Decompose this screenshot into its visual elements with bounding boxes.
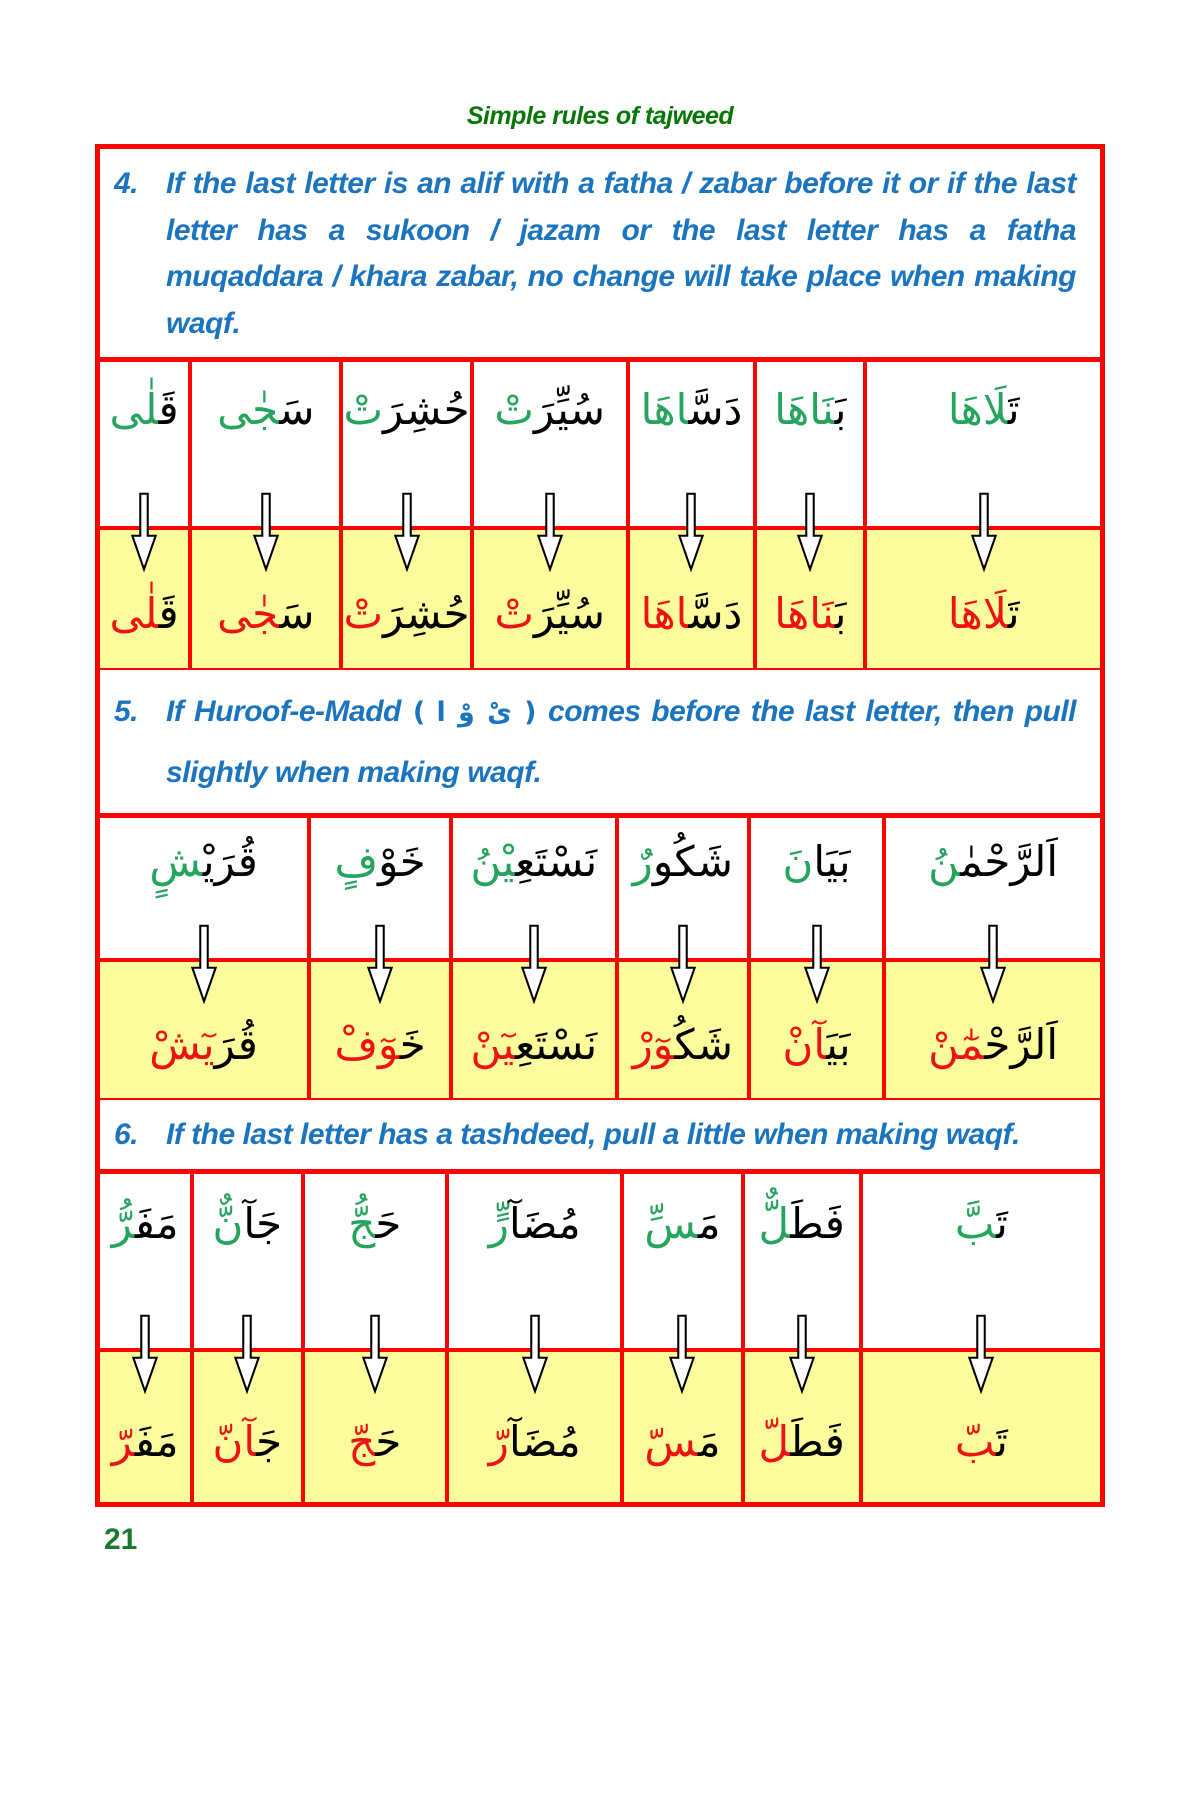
rule-6-paragraph	[166, 1112, 1076, 1159]
word-segment-red: يٓشْ	[149, 1020, 215, 1070]
word-segment-black: قُرَ	[214, 1020, 258, 1070]
rule-4-number: 4.	[114, 167, 139, 200]
word-segment-red: مٰٓنْ	[928, 1020, 985, 1070]
word-segment-black: مَفَ	[134, 1198, 179, 1248]
arabic-word-after	[644, 1406, 720, 1477]
word-segment-black: بَ	[834, 385, 847, 434]
arabic-word-before	[110, 374, 179, 445]
word-segment-red: آنّ	[212, 1416, 257, 1466]
arabic-word-after	[489, 1406, 581, 1477]
rule-5-text-pre: If Huroof-e-Madd	[166, 695, 401, 728]
down-arrow-icon	[361, 1314, 389, 1394]
example-before-cell	[757, 362, 863, 526]
arabic-word-after	[110, 578, 179, 649]
arabic-word-after	[948, 578, 1020, 649]
arabic-word-before	[948, 374, 1020, 445]
arabic-word-after	[112, 1406, 179, 1477]
word-segment-green: رٌ	[632, 837, 653, 887]
word-segment-black: دَسَّ	[688, 385, 743, 434]
word-segment-black: مُضَآ	[508, 1198, 581, 1248]
word-segment-green: جٰى	[217, 385, 280, 434]
word-segment-green: لٌّ	[758, 1198, 791, 1248]
example-before-cell	[474, 362, 626, 526]
down-arrow-icon	[677, 492, 705, 572]
word-segment-red: لّ	[758, 1416, 791, 1466]
word-segment-red: تْ	[494, 589, 534, 639]
word-segment-red: بّ	[954, 1416, 997, 1466]
arabic-word-after	[348, 1406, 401, 1477]
example-before-cell	[745, 1174, 859, 1348]
word-segment-black: سَ	[279, 589, 315, 639]
word-segment-red: سّ	[644, 1416, 698, 1466]
example-before-cell	[751, 818, 882, 958]
arabic-word-after	[494, 578, 605, 649]
down-arrow-icon	[669, 924, 697, 1004]
rule-5-paragraph	[166, 682, 1076, 803]
example-before-cell	[624, 1174, 740, 1348]
down-arrow-icon	[520, 924, 548, 1004]
arabic-word-before	[641, 374, 743, 445]
down-arrow-icon	[252, 492, 280, 572]
word-segment-red: وٓرْ	[632, 1020, 675, 1070]
arabic-word-before	[633, 826, 733, 897]
rule-4-paragraph	[166, 161, 1076, 347]
word-segment-black: فَطَ	[790, 1416, 845, 1466]
word-segment-green: بَّ	[954, 1198, 997, 1248]
word-segment-black: حُشِرَ	[382, 589, 470, 639]
arabic-word-before	[494, 374, 605, 445]
rule-6-text-pre: If the last letter has a tashdeed, pull a little when making waqf.	[166, 1118, 1020, 1152]
word-segment-black: قَ	[158, 589, 179, 639]
word-segment-black: تَ	[1007, 385, 1020, 434]
rule-6-text	[100, 1098, 1100, 1174]
arabic-word-before	[213, 1188, 283, 1259]
example-before-cell	[100, 362, 188, 526]
word-segment-green: يْنُ	[470, 837, 516, 887]
word-segment-black: مُضَآ	[508, 1416, 581, 1466]
down-arrow-icon	[979, 924, 1007, 1004]
example-before-cell	[449, 1174, 620, 1348]
rule-5-text-post: comes before the last letter, then pull slightly when making waqf.	[166, 695, 1076, 789]
arabic-word-after	[149, 1009, 258, 1080]
arabic-word-before	[343, 374, 469, 445]
word-segment-green: فٍ	[334, 837, 379, 887]
word-segment-black: قَ	[158, 385, 179, 434]
word-segment-black: بَ	[834, 589, 847, 639]
word-segment-black: تَ	[996, 1416, 1008, 1466]
arabic-word-before	[774, 374, 846, 445]
word-segment-black: مَ	[697, 1416, 721, 1466]
example-before-cell	[192, 362, 339, 526]
down-arrow-icon	[788, 1314, 816, 1394]
word-segment-red: جّ	[348, 1416, 376, 1466]
arabic-word-after	[641, 578, 743, 649]
example-before-cell	[343, 362, 469, 526]
word-segment-red: نَاهَا	[774, 589, 835, 639]
word-segment-green: نٌّ	[212, 1198, 244, 1248]
word-segment-green: جُّ	[348, 1198, 376, 1248]
down-arrow-icon	[803, 924, 831, 1004]
word-segment-black: سُيِّرَ	[533, 385, 605, 434]
word-segment-red: اهَا	[640, 589, 689, 639]
arabic-word-after	[774, 578, 846, 649]
rule-5-section	[100, 668, 1100, 1098]
arabic-word-before	[758, 1188, 844, 1259]
example-before-cell	[630, 362, 753, 526]
arabic-word-after	[213, 1406, 283, 1477]
arabic-word-after	[633, 1009, 733, 1080]
word-segment-black: مَ	[697, 1198, 721, 1248]
page-number: 21	[104, 1522, 138, 1556]
word-segment-black: حَ	[375, 1198, 402, 1248]
example-before-cell	[886, 818, 1100, 958]
word-segment-black: خَ	[399, 1020, 426, 1070]
rule-6-number: 6.	[114, 1118, 139, 1152]
example-before-cell	[311, 818, 449, 958]
rule-5-number: 5.	[114, 695, 139, 728]
arabic-word-after	[928, 1009, 1058, 1080]
word-segment-red: لَاهَا	[947, 589, 1008, 639]
word-segment-green: نَ	[782, 837, 814, 887]
word-segment-black: نَسْتَعِ	[515, 1020, 598, 1070]
word-segment-black: سُيِّرَ	[533, 589, 605, 639]
arabic-word-before	[335, 826, 426, 897]
arabic-word-after	[955, 1406, 1008, 1477]
rule-4-section	[100, 149, 1100, 668]
arabic-word-before	[112, 1188, 179, 1259]
word-segment-red: رّ	[488, 1416, 509, 1466]
word-segment-green: شٍ	[149, 837, 203, 887]
word-segment-red: رّ	[111, 1416, 135, 1466]
example-before-cell	[453, 818, 614, 958]
word-segment-black: شَكُ	[674, 1020, 733, 1070]
down-arrow-icon	[521, 1314, 549, 1394]
down-arrow-icon	[366, 924, 394, 1004]
arabic-word-before	[489, 1188, 581, 1259]
word-segment-black: جَآ	[243, 1198, 283, 1248]
down-arrow-icon	[967, 1314, 995, 1394]
word-segment-red: تْ	[343, 589, 383, 639]
word-segment-red: جٰى	[217, 589, 280, 639]
word-segment-green: نَاهَا	[774, 385, 835, 434]
word-segment-green: لَاهَا	[947, 385, 1008, 434]
word-segment-green: تْ	[343, 385, 383, 434]
word-segment-red: وٓفْ	[334, 1020, 400, 1070]
word-segment-black: تَ	[1007, 589, 1020, 639]
word-segment-black: قُرَيْ	[202, 837, 258, 887]
down-arrow-icon	[233, 1314, 261, 1394]
example-before-cell	[100, 818, 307, 958]
down-arrow-icon	[796, 492, 824, 572]
arabic-word-after	[335, 1009, 426, 1080]
word-segment-green: سِّ	[644, 1198, 698, 1248]
word-segment-black: حَ	[375, 1416, 402, 1466]
word-segment-black: دَسَّ	[688, 589, 743, 639]
rule-5-text	[100, 668, 1100, 818]
page-title: Simple rules of tajweed	[466, 102, 734, 130]
down-arrow-icon	[393, 492, 421, 572]
word-segment-black: جَ	[256, 1416, 283, 1466]
arabic-word-after	[217, 578, 314, 649]
arabic-word-before	[928, 826, 1058, 897]
word-segment-red: آنْ	[782, 1020, 827, 1070]
word-segment-black: سَ	[279, 385, 315, 434]
arabic-word-before	[783, 826, 851, 897]
arabic-word-before	[149, 826, 258, 897]
word-segment-black: خَوْ	[378, 837, 426, 887]
example-before-cell	[867, 362, 1100, 526]
word-segment-red: يٓنْ	[470, 1020, 516, 1070]
word-segment-black: شَكُو	[652, 837, 733, 887]
example-before-cell	[305, 1174, 445, 1348]
arabic-word-after	[343, 578, 469, 649]
arabic-word-before	[644, 1188, 720, 1259]
word-segment-green: رٍّ	[488, 1198, 509, 1248]
down-arrow-icon	[130, 492, 158, 572]
down-arrow-icon	[668, 1314, 696, 1394]
arabic-word-before	[470, 826, 597, 897]
word-segment-green: نُ	[928, 837, 961, 887]
arabic-word-before	[955, 1188, 1008, 1259]
example-before-cell	[863, 1174, 1100, 1348]
word-segment-black: نَسْتَعِ	[515, 837, 598, 887]
down-arrow-icon	[970, 492, 998, 572]
rule-4-text	[100, 149, 1100, 362]
arabic-word-after	[783, 1009, 851, 1080]
rule-6-examples-grid	[100, 1174, 1100, 1502]
rule-5-examples-grid	[100, 818, 1100, 1098]
rule-4-text-pre: If the last letter is an alif with a fatha / zabar before it or if the last letter has a sukoon / jazam or the last letter has a fatha muqaddara / khara zabar, no change will take place when making waqf.	[166, 167, 1076, 340]
down-arrow-icon	[190, 924, 218, 1004]
word-segment-black: اَلرَّحْمٰ	[960, 837, 1058, 887]
word-segment-black: حُشِرَ	[382, 385, 470, 434]
word-segment-green: رُّ	[111, 1198, 135, 1248]
word-segment-black: بَيَ	[826, 1020, 851, 1070]
word-segment-black: فَطَ	[790, 1198, 845, 1248]
word-segment-black: تَ	[996, 1198, 1008, 1248]
word-segment-green: تْ	[494, 385, 534, 434]
word-segment-red: لٰى	[109, 589, 159, 639]
example-before-cell	[100, 1174, 190, 1348]
arabic-word-before	[348, 1188, 401, 1259]
word-segment-black: مَفَ	[134, 1416, 179, 1466]
example-before-cell	[194, 1174, 301, 1348]
rules-table	[95, 144, 1105, 1507]
rule-5-text-arabic: ( ىْ وْ ا )	[412, 697, 537, 728]
rule-4-examples-grid	[100, 362, 1100, 668]
down-arrow-icon	[131, 1314, 159, 1394]
word-segment-black: اَلرَّحْ	[984, 1020, 1058, 1070]
arabic-word-before	[217, 374, 314, 445]
rule-6-section	[100, 1098, 1100, 1502]
arabic-word-after	[758, 1406, 844, 1477]
word-segment-green: اهَا	[640, 385, 689, 434]
word-segment-black: بَيَا	[813, 837, 851, 887]
example-before-cell	[619, 818, 747, 958]
word-segment-green: لٰى	[109, 385, 159, 434]
down-arrow-icon	[536, 492, 564, 572]
arabic-word-after	[470, 1009, 597, 1080]
